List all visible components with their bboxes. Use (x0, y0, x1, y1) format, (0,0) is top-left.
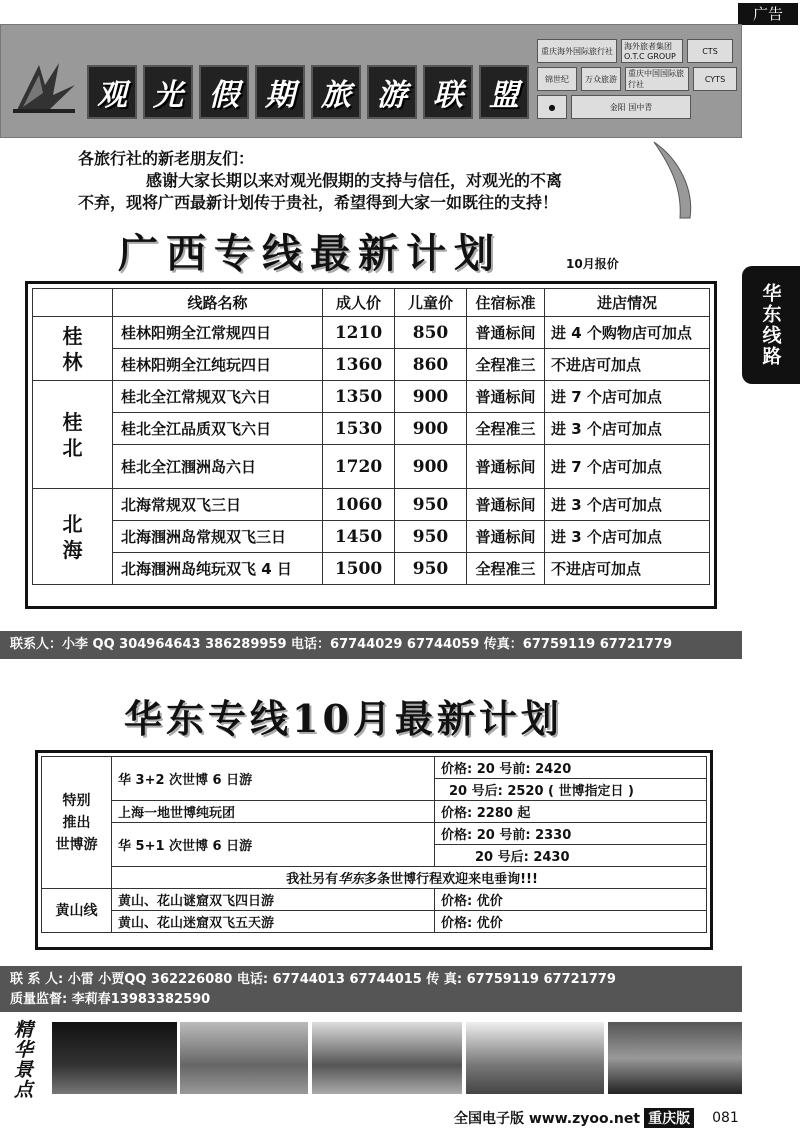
lodging-standard: 全程准三 (467, 349, 545, 381)
footer (454, 1108, 739, 1128)
table-row (42, 757, 707, 779)
child-price: 900 (395, 445, 467, 489)
greeting-line: 各旅行社的新老朋友们： (78, 149, 255, 168)
shopping-info: 不进店可加点 (545, 349, 710, 381)
table-header-row (33, 289, 710, 317)
shopping-info: 进 3 个店可加点 (545, 489, 710, 521)
column-header: 成人价 (323, 289, 395, 317)
title-char: 游 (377, 78, 407, 113)
table-row (42, 867, 707, 889)
table-row (33, 521, 710, 553)
guangxi-price-table (25, 281, 717, 609)
adult-price: 1530 (323, 413, 395, 445)
table-row (33, 489, 710, 521)
partner-logo: 海外旅者集团 O.T.C GROUP (621, 39, 683, 63)
title-char: 旅 (321, 78, 351, 113)
adult-price: 1450 (323, 521, 395, 553)
swoosh-decoration-icon (650, 140, 700, 220)
adult-price: 1720 (323, 445, 395, 489)
more-routes-note: 我社另有华东多条世博行程欢迎来电垂询!!! (112, 867, 707, 889)
partner-logo: 重庆海外国际旅行社 (537, 39, 617, 63)
east-china-price-table (35, 750, 713, 950)
region-cell: 北 海 (33, 489, 113, 585)
price-info: 价格: 20 号前: 2330 (435, 823, 707, 845)
route-name: 北海涠洲岛常规双飞三日 (113, 521, 323, 553)
column-header: 线路名称 (113, 289, 323, 317)
shopping-info: 进 7 个店可加点 (545, 445, 710, 489)
lodging-standard: 普通标间 (467, 381, 545, 413)
adult-price: 1060 (323, 489, 395, 521)
price-info: 20 号后: 2430 (435, 845, 707, 867)
partner-logo: 万众旅游 (581, 67, 621, 91)
route-name: 华 5+1 次世博 6 日游 (112, 823, 435, 867)
contact-line: 联 系 人: 小雷 小贾QQ 362226080 电话: 67744013 67744015 传 真: 67759119 67721779 (10, 972, 616, 987)
lodging-standard: 普通标间 (467, 521, 545, 553)
shopping-info: 进 7 个店可加点 (545, 381, 710, 413)
page-number: 081 (712, 1110, 739, 1126)
child-price: 860 (395, 349, 467, 381)
adult-price: 1500 (323, 553, 395, 585)
partner-logo: 金阳 国中青 (571, 95, 691, 119)
table-row (33, 445, 710, 489)
child-price: 950 (395, 553, 467, 585)
partner-logo: CTS (687, 39, 733, 63)
table-row (33, 349, 710, 381)
region-cell: 桂 林 (33, 317, 113, 381)
table-row (33, 381, 710, 413)
partner-logo: ● (537, 95, 567, 119)
lodging-standard: 普通标间 (467, 445, 545, 489)
title-char: 盟 (489, 78, 519, 113)
shopping-info: 进 4 个购物店可加点 (545, 317, 710, 349)
route-name: 黄山、花山迷窟双飞五天游 (112, 911, 435, 933)
scenic-photo-boat (180, 1022, 308, 1094)
partner-logos (537, 39, 737, 131)
shopping-info: 不进店可加点 (545, 553, 710, 585)
price-note: 10月报价 (566, 257, 619, 271)
greeting-line: 感谢大家长期以来对观光假期的支持与信任，对观光的不离 (146, 171, 563, 190)
table-row (42, 823, 707, 845)
greeting-line: 不弃，现将广西最新计划传于贵社，希望得到大家一如既往的支持！ (78, 193, 559, 212)
route-name: 桂林阳朔全江常规四日 (113, 317, 323, 349)
header-banner (0, 24, 742, 138)
title-char: 光 (153, 78, 183, 113)
child-price: 850 (395, 317, 467, 349)
lodging-standard: 普通标间 (467, 317, 545, 349)
title-char: 期 (265, 78, 295, 113)
ad-tag: 广告 (738, 3, 798, 25)
side-tab-east-china[interactable]: 华东线路 (742, 266, 800, 384)
lodging-standard: 全程准三 (467, 553, 545, 585)
route-name: 桂林阳朔全江纯玩四日 (113, 349, 323, 381)
footer-site-link[interactable]: 全国电子版 www.zyoo.net (454, 1111, 641, 1127)
lodging-standard: 全程准三 (467, 413, 545, 445)
shopping-info: 进 3 个店可加点 (545, 521, 710, 553)
route-name: 上海一地世博纯玩团 (112, 801, 435, 823)
route-name: 桂北全江品质双飞六日 (113, 413, 323, 445)
scenic-gallery (0, 1016, 742, 1101)
table-row (33, 317, 710, 349)
east-china-contact-bar (0, 966, 742, 1012)
edition-badge: 重庆版 (644, 1108, 694, 1128)
scenic-photo-karst-hills (312, 1022, 462, 1094)
partner-logo: 重庆中国国际旅行社 (625, 67, 689, 91)
region-cell: 桂 北 (33, 381, 113, 489)
partner-logo: CYTS (693, 67, 737, 91)
route-name: 黄山、花山谜窟双飞四日游 (112, 889, 435, 911)
table-row (42, 911, 707, 933)
route-name: 北海常规双飞三日 (113, 489, 323, 521)
partner-logo: 锦世纪 (537, 67, 577, 91)
adult-price: 1350 (323, 381, 395, 413)
title-char: 假 (209, 78, 239, 113)
guangxi-contact-bar: 联系人：小李 QQ 304964643 386289959 电话：67744029 67744059 传真：67759119 67721779 (0, 631, 742, 659)
price-info: 价格: 20 号前: 2420 (435, 757, 707, 779)
supervision-line: 质量监督: 李莉春13983382590 (10, 992, 211, 1007)
title-char: 联 (433, 78, 463, 113)
route-name: 华 3+2 次世博 6 日游 (112, 757, 435, 801)
price-info: 价格: 2280 起 (435, 801, 707, 823)
scenic-photo-twin-pagodas (52, 1022, 177, 1094)
alliance-title (87, 65, 529, 119)
price-info: 价格: 优价 (435, 911, 707, 933)
shopping-info: 进 3 个店可加点 (545, 413, 710, 445)
column-header: 进店情况 (545, 289, 710, 317)
special-expo-label: 特别 推出 世博游 (42, 757, 112, 889)
column-header: 住宿标准 (467, 289, 545, 317)
table-row (42, 801, 707, 823)
column-header: 儿童价 (395, 289, 467, 317)
scenic-photo-river (608, 1022, 742, 1094)
greeting-text (78, 148, 690, 214)
phoenix-logo-icon (9, 55, 79, 115)
child-price: 950 (395, 489, 467, 521)
route-name: 桂北全江常规双飞六日 (113, 381, 323, 413)
child-price: 900 (395, 381, 467, 413)
table-row (33, 553, 710, 585)
huangshan-label: 黄山线 (42, 889, 112, 933)
child-price: 900 (395, 413, 467, 445)
adult-price: 1360 (323, 349, 395, 381)
guangxi-section-title: 广西专线最新计划 (118, 230, 502, 277)
lodging-standard: 普通标间 (467, 489, 545, 521)
table-row (42, 889, 707, 911)
price-info: 20 号后: 2520 ( 世博指定日 ) (435, 779, 707, 801)
scenic-photo-gate (466, 1022, 604, 1094)
route-name: 桂北全江涠洲岛六日 (113, 445, 323, 489)
column-header (33, 289, 113, 317)
route-name: 北海涠洲岛纯玩双飞 4 日 (113, 553, 323, 585)
title-char: 观 (97, 78, 127, 113)
gallery-title: 精华景点 (14, 1019, 34, 1101)
price-info: 价格: 优价 (435, 889, 707, 911)
child-price: 950 (395, 521, 467, 553)
table-row (33, 413, 710, 445)
east-china-section-title: 华东专线10月最新计划 (124, 696, 563, 741)
adult-price: 1210 (323, 317, 395, 349)
